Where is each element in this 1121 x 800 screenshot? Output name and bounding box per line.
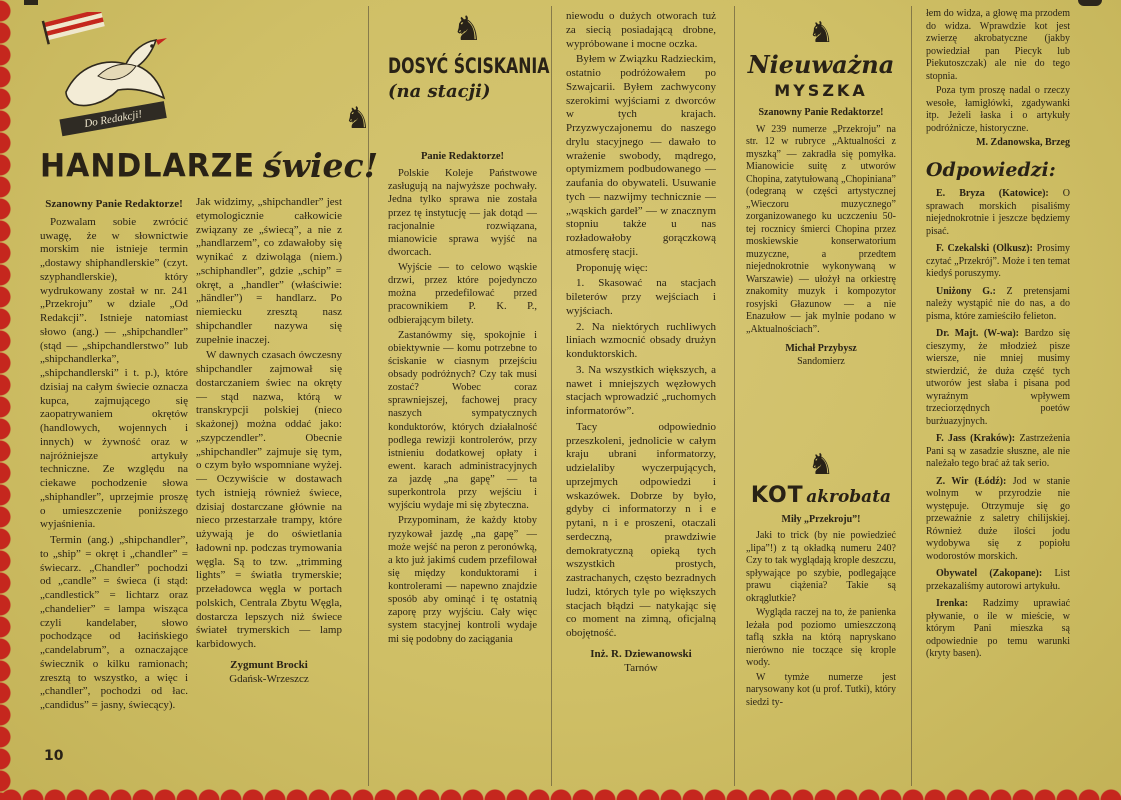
reply-text: Prosimy czytać „Przekrój”. Może i ten temat kiedyś poruszymy.	[926, 243, 1070, 280]
headline-caps: KOT	[750, 483, 804, 508]
reply-text: Jod w stanie wolnym w przyrodzie nie występuje. Otrzymuje się go przeważnie z saletry chilijskiej. Również duże ilości jodu wydobywa się z popiołu wodorostów morskich.	[926, 475, 1070, 562]
column-handlarze-right	[196, 196, 342, 762]
reply-name: Dr. Majt. (W-wa):	[936, 328, 1020, 340]
odpowiedzi-title: Odpowiedzi:	[926, 158, 1056, 181]
paragraph: Wygląda raczej na to, że panienka leżała pod poziomo umieszczoną taflą szkła na którą napryskano nierówno nie toczące się krople wody.	[746, 607, 896, 668]
column-rule	[551, 6, 552, 786]
headline	[746, 482, 896, 510]
column-6	[926, 8, 1070, 786]
reply-text: Z pretensjami należy wystąpić nie do nas, a do pisma, które zamieściło felieton.	[926, 285, 1070, 322]
article-myszka	[746, 18, 896, 448]
knight-icon: ♞	[452, 9, 483, 49]
page-number: 10	[44, 748, 64, 764]
deckle-border-bottom	[0, 787, 1121, 800]
knight-icon: ♞	[808, 18, 834, 49]
paragraph: Zastanówmy się, spokojnie i obiektywnie — komu potrzebne to ściskanie w ciasnym przejściu obsady podróżnych? Czy tak musi zostać? Wobec coraz sprawniejszej, fachowej pracy naszych sympatycznych konduktorów, których działalność podlega rewizji kontrolerów, przy istnieniu dodatkowej opłaty i ewent. karach administracyjnych za jazdę „na gapę” — ta superkontrola przy wejściu i wyjściu wydaje mi się zbyteczna.	[388, 329, 537, 512]
paragraph: Tacy odpowiednio przeszkoleni, jednolicie w całym kraju ubrani informatorzy, udzielaliby wyczerpujących, uprzejmych odpowiedzi i wskazówek. Dobrze by było, gdyby ci informatorzy n i e pytani, n i e proszeni, otaczali serdeczną, prawdziwie demokratyczną opieką tych wszystkich prostych, zastrachanych, często bezradnych ludzi, których tyle po większych stacjach błądzi — natykając się co moment na zimną, oficjalną obojętność.	[566, 420, 716, 639]
headline-handlarze	[40, 146, 378, 185]
headline-script: (na stacji)	[388, 81, 491, 102]
dove-logo	[38, 12, 190, 140]
signature-name: Michał Przybysz	[785, 343, 857, 354]
paragraph: Wyjście — to celowo wąskie drzwi, przez które pojedynczo można przedefilować przed pracownikiem P. K. P., odbierającym bilety.	[388, 262, 537, 326]
paragraph: Jaki to trick (by nie powiedzieć „lipa”!) z tą okładką numeru 240? Czy to tak wyglądają krople deszczu, spływające po szybie, podlegające prawu ciążenia? Takie są okrąglutkie?	[746, 530, 896, 604]
ribbon-banner	[59, 101, 166, 136]
pennant-flag	[42, 12, 106, 45]
reply	[926, 476, 1070, 564]
paragraph: Poza tym proszę nadal o rzeczy wesołe, łamigłówki, zgadywanki itp. Jeżeli łaska i o artykuły podróżnicze, historyczne.	[926, 85, 1070, 134]
salutation: Szanowny Panie Redaktorze!	[758, 107, 884, 118]
knight-icon: ♞	[808, 450, 834, 481]
reply-text: Zastrzeżenia Pani są w zasadzie słuszne, ale nie należało tego brać aż tak serio.	[926, 433, 1070, 470]
reply	[926, 286, 1070, 324]
signature-place: Gdańsk-Wrzeszcz	[229, 672, 309, 685]
paragraph: Jak widzimy, „shipchandler” jest etymologicznie całkowicie związany ze „świecą”, a nie z „handlarzem”, co zdawałoby się wynikać z dziwoląga (niem.) „schiphandler”, gdzie „schip” = okręt, a „handler” (właściwie: „händler”) = handlarz. Po niemiecku zresztą nasz shipchandler nazywa się zupełnie inaczej.	[196, 196, 342, 346]
scan-artifact	[24, 0, 38, 5]
dove-illustration	[66, 38, 167, 105]
column-sciskanie-left	[388, 148, 537, 784]
column-handlarze-left	[40, 196, 188, 744]
paragraph: W dawnych czasach ówczesny shipchandler zajmował się dostarczaniem świec na okręty — stąd nazwa, którą w transkrypcji polskiej (nieco skażonej) można oddać jako: „szypczendler”. Obecnie „shipchandler” zajmuje się tym, o czym było wspomniane wyżej. — Oczywiście w dostawach tych istnieją również świece, dzisiaj dostarczane głównie na nieco przestarzałe trampy, które używają je do oświetlania ładowni np. podczas trymowania węgla. Są to tzw. „trimming lights” = światła trymerskie; przeładowca węgla w portach polskich, Centrala Zbytu Węgla, dostarcza lepszych niż świece świateł trymerskich — lamp karbidowych.	[196, 349, 342, 650]
signature-name: Zygmunt Brocki	[230, 658, 308, 671]
scan-artifact	[1078, 0, 1102, 6]
paragraph: Polskie Koleje Państwowe zasługują na najwyższe pochwały. Jedna tylko sprawa nie została przez tę instytucję — jak dotąd — racjonalnie rozwiązana, mianowicie sprawa wyjść na dworcach.	[388, 168, 537, 258]
reply-text: O sprawach morskich pisaliśmy niejednokrotnie i jeszcze będziemy pisać.	[926, 188, 1070, 237]
headline-script: świec!	[263, 146, 379, 185]
signature-place: Tarnów	[624, 661, 658, 674]
paragraph: łem do widza, a głowę ma przodem do widza. Wprawdzie kot jest zwierzę akrobatyczne (jakby powiedział pan Piecyk lub Piekutoszczak) ale nie do tego stopnia.	[926, 8, 1070, 82]
column-sciskanie-right	[566, 10, 716, 784]
reply-name: Obywatel (Zakopane):	[936, 568, 1043, 580]
knight-icon: ♞	[344, 101, 371, 136]
paragraph: Przypominam, że każdy ktoby ryzykował jazdę „na gapę” — może wejść na peron z peronówką, a kto już jakimś cudem przefilował się między konduktorami i kontrolerami — napewno znajdzie sposób aby ominąć i tę ostatnią zaporę przy wyjściu. Cały więc system stacyjnej kontroli wydaje mi się podobny do zaciągania	[388, 515, 537, 645]
reply-name: Uniżony G.:	[936, 285, 996, 297]
column-rule	[911, 6, 912, 786]
salutation: Panie Redaktorze!	[420, 151, 505, 162]
reply	[926, 433, 1070, 471]
salutation: Miły „Przekroju”!	[781, 513, 861, 525]
headline-sciskanie	[388, 54, 550, 102]
reply-name: Z. Wir (Łódź):	[936, 475, 1007, 487]
reply	[926, 328, 1070, 428]
paragraph: 3. Na wszystkich większych, a nawet i mniejszych węzłowych stacjach wprowadzić „ruchomych informatorów”.	[566, 363, 716, 417]
ribbon-text: Do Redakcji!	[83, 108, 143, 131]
headline-caps: HANDLARZE	[40, 147, 256, 185]
paragraph: 2. Na niektórych ruchliwych liniach wzmocnić obsady drużyn konduktorskich.	[566, 320, 716, 360]
signature-place: Sandomierz	[797, 355, 845, 367]
paragraph: niewodu o dużych otworach tuż za siecią posiadającą drobne, wypróbowane i mocne oczka.	[566, 10, 716, 50]
paragraph: Termin (ang.) „shipchandler”, to „ship” = okręt i „chandler” = świecarz. „Chandler” pochodzi od „candle” = świeca (i stąd: „candlestick” = lichtarz oraz „chandelier” = lampa wisząca czyli kandelaber, słowo pochodzące od łacińskiego „candelabrum”, a oznaczające świecznik o kilku ramionach; zresztą to wszystko, a więc i „chandler”, pochodzi od łac. „candidus” = jasny, świecący).	[40, 534, 188, 711]
reply-name: Irenka:	[936, 598, 969, 610]
signature-name: Inż. R. Dziewanowski	[590, 647, 692, 660]
reply	[926, 568, 1070, 593]
reply-name: E. Bryza (Katowice):	[936, 188, 1049, 200]
reply-name: F. Jass (Kraków):	[936, 433, 1016, 445]
salutation: Szanowny Panie Redaktorze!	[45, 198, 183, 210]
reply-name: F. Czekalski (Olkusz):	[936, 243, 1033, 255]
headline-script: akrobata	[806, 487, 892, 507]
paragraph: Byłem w Związku Radzieckim, ostatnio podróżowałem po Szwajcarii. Byłem zachwycony szerokimi wyjściami z dworców w tych krajach. Przyzwyczajonemu do naszego drylu stacyjnego — dawało to wrażenie swobody, mądrego, optymizmem podbudowanego — zaufania do obywateli. Usuwanie tych — nazwijmy technicznie — „wąskich gardeł” — w znacznym stopniu także u nas rozładowałoby gorączkową atmosferę stacji.	[566, 53, 716, 258]
paragraph: Proponuję więc:	[576, 261, 648, 274]
paragraph: W tymże numerze jest narysowany kot (u prof. Tutki), który siedzi ty-	[746, 671, 896, 708]
headline-caps: MYSZKA	[774, 81, 868, 100]
signature: M. Zdanowska, Brzeg	[976, 137, 1070, 148]
paragraph: Pozwalam sobie zwrócić uwagę, że w słownictwie morskim nie istnieje termin „dostawy shiphandlerskie” (czyt. szyphandlerskie), który wydrukowany został w nr. 241 „Przekroju” w dziale „Od Redakcji”. Istnieje natomiast słowo (ang.) — „shipchandler” (stąd — „shipchandlerstwo” lub „shipchandlerka”, „shipchandlerski” i t. p.), które dzisiaj na całym świecie oznacza kupca, zajmującego się zaopatrywaniem okrętów (handlowych, wojennych i innych) w żywność oraz w najróżniejsze artykuły techniczne. Ze względu na ciekawe pochodzenie słowa „shiphandler”, uprzejmie proszę o umieszczenie poniższego wyjaśnienia.	[40, 215, 188, 531]
article-kot	[746, 450, 896, 784]
reply-text: Radzimy uprawiać pływanie, o ile w mieście, w którym Pani mieszka są odpowiednie po temu warunki (kryty basen).	[926, 598, 1070, 660]
reply	[926, 598, 1070, 661]
reply	[926, 188, 1070, 238]
headline-caps: DOSYĆ ŚCISKANIA	[388, 54, 550, 78]
paragraph: W 239 numerze „Przekroju” na str. 12 w rubryce „Aktualności z myszką” — zakradła się pomyłka. Mianowicie suitę z utworów Chopina, zatytułowaną „Chopiniana” (odegraną w części artystycznej „Wieczoru muzycznego” zorganizowanego ku uczczeniu 50-tej rocznicy śmierci Chopina przez moskiewskie konserwatorium muzyczne, a przedtem niejednokrotnie wykonywaną w Warszawie) — ułożył na orkiestrę znakomity muzyk i kompozytor rosyjski Głazunow — a nie Enazułow — jak mylnie podano w „Aktualnościach”.	[746, 123, 896, 335]
paragraph: 1. Skasować na stacjach bileterów przy wejściach i wyjściach.	[566, 277, 716, 317]
reply	[926, 243, 1070, 281]
reply-text: Bardzo się cieszymy, że młodzież pisze wiersze, nie mniej musimy stwierdzić, że duża część tych utworów jest słaba i pisana pod wyraźnym wpływem trzeciorzędnych poetów burżuazyjnych.	[926, 328, 1070, 427]
deckle-border-left	[0, 0, 15, 800]
reply-text: List przekazaliśmy autorowi artykułu.	[926, 568, 1070, 592]
column-rule	[734, 6, 735, 786]
headline-script: Nieuważna	[747, 50, 895, 79]
